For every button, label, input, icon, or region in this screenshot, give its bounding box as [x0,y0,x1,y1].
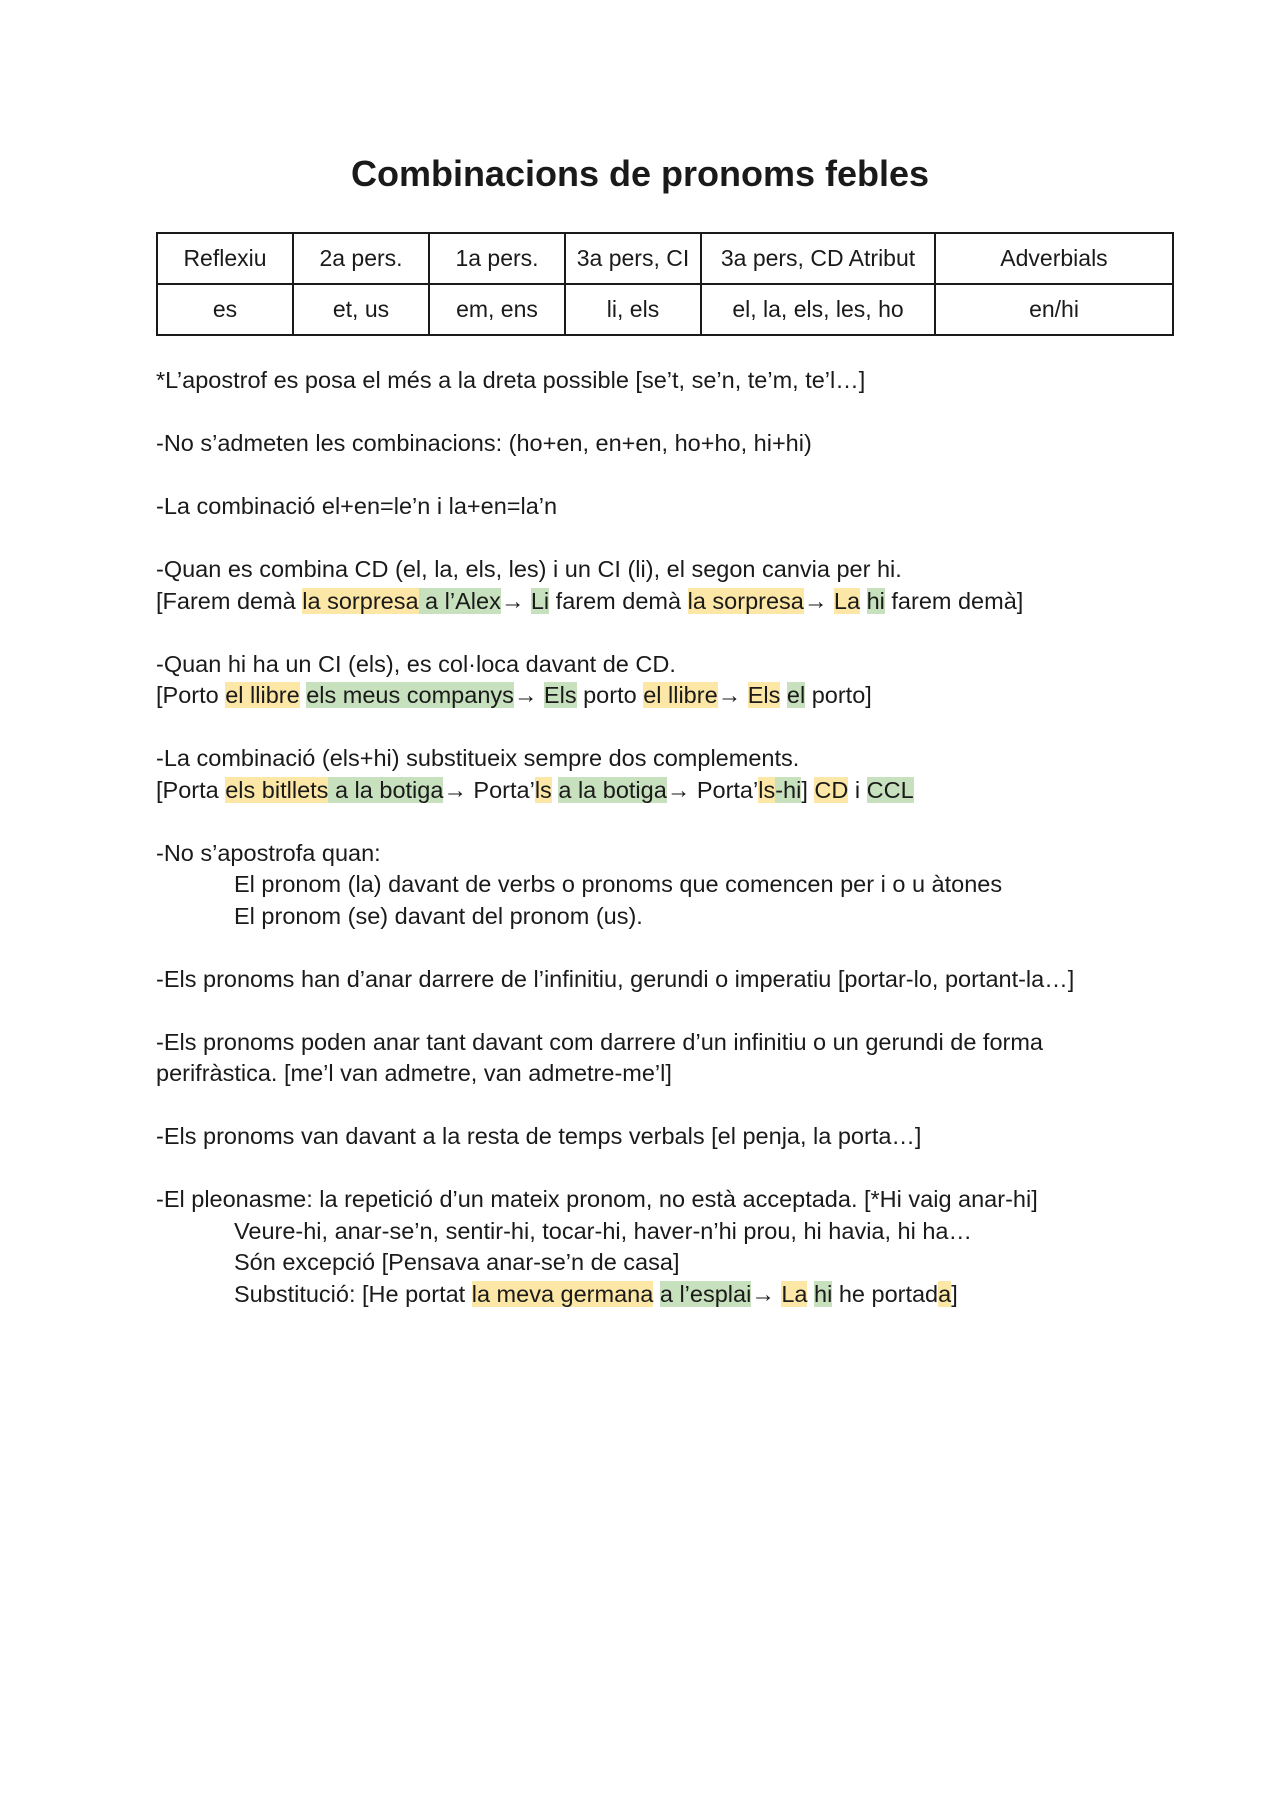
cd-highlight: La [781,1280,808,1307]
note-pleonasme-2: Són excepció [Pensava anar-se’n de casa] [234,1249,680,1275]
table-header-cell: Adverbials [935,233,1173,284]
note-pleonasme: -El pleonasme: la repetició d’un mateix pronom, no està acceptada. [*Hi vaig anar-hi] [156,1186,1038,1212]
ci-highlight: Li [530,587,550,614]
note-no-apostrofa-2: El pronom (se) davant del pronom (us). [234,902,643,929]
cd-highlight: la sorpresa [302,587,419,614]
table-header-cell: Reflexiu [157,233,293,284]
example-4: Substitució: [He portat la meva germana a l’esplai→ La hi he portada] [234,1280,958,1307]
cd-highlight: La [833,587,861,614]
note-perifrastica: -Els pronoms poden anar tant davant com darrere d’un infinitiu o un gerundi de forma perifràstica. [me’l van admetre, van admetre-me’l] [156,1028,1043,1086]
cd-highlight: ls [758,776,776,803]
note-cd-ci: -Quan es combina CD (el, la, els, les) i un CI (li), el segon canvia per hi. [156,556,902,582]
ci-highlight: el [786,682,806,708]
table-cell: es [157,284,293,335]
ci-highlight: a la botiga [558,776,667,803]
ci-highlight: a l’esplai [659,1280,752,1307]
ci-highlight: Els [543,682,577,708]
note-davant: -Els pronoms van davant a la resta de temps verbals [el penja, la porta…] [156,1123,922,1149]
table-header-row [157,233,1173,284]
note-no-apostrofa: -No s’apostrofa quan: [156,839,381,866]
cd-highlight: el llibre [643,682,718,708]
ci-highlight: hi [814,1280,833,1307]
example-1: [Farem demà la sorpresa a l’Alex→ Li farem demà la sorpresa→ La hi farem demà] [156,587,1024,614]
cd-highlight: a [938,1280,952,1307]
ci-highlight: CCL [866,776,914,803]
table-cell: et, us [293,284,429,335]
ci-highlight: -hi [775,776,802,803]
note-apostrof: *L’apostrof es posa el més a la dreta possible [se’t, se’n, te’m, te’l…] [156,367,866,393]
pronoun-table [156,232,1174,336]
ci-highlight: hi [866,587,885,614]
example-3: [Porta els bitllets a la botiga→ Porta’ls a la botiga→ Porta’ls-hi] CD i CCL [156,776,914,803]
ci-highlight: els meus companys [306,682,514,708]
table-row [157,284,1173,335]
table-header-cell: 2a pers. [293,233,429,284]
note-el-en: -La combinació el+en=le’n i la+en=la’n [156,493,558,519]
note-no-admeten: -No s’admeten les combinacions: (ho+en, en+en, ho+ho, hi+hi) [156,430,812,456]
note-pleonasme-1: Veure-hi, anar-se’n, sentir-hi, tocar-hi, haver-n’hi prou, hi havia, hi ha… [234,1217,973,1244]
table-header-cell: 3a pers, CI [565,233,701,284]
ci-highlight: a l’Alex [418,587,501,614]
page-title: Combinacions de pronoms febles [350,153,930,194]
cd-highlight: CD [814,776,849,803]
ci-highlight: a la botiga [328,776,444,803]
note-els-hi: -La combinació (els+hi) substitueix sempre dos complements. [156,745,800,771]
table-header-cell: 3a pers, CD Atribut [701,233,935,284]
table-cell: em, ens [429,284,565,335]
table-cell: en/hi [935,284,1173,335]
note-darrere: -Els pronoms han d’anar darrere de l’infinitiu, gerundi o imperatiu [portar-lo, portant-la…] [156,965,1075,992]
note-no-apostrofa-1: El pronom (la) davant de verbs o pronoms que comencen per i o u àtones [234,871,1003,897]
note-ci-els: -Quan hi ha un CI (els), es col·loca davant de CD. [156,650,676,677]
cd-highlight: el llibre [225,682,300,708]
table-cell: el, la, els, les, ho [701,284,935,335]
cd-highlight: la sorpresa [687,587,804,614]
notes-body [156,365,1156,1310]
cd-highlight: els bitllets [225,776,329,803]
cd-highlight: la meva germana [471,1280,654,1307]
table-header-cell: 1a pers. [429,233,565,284]
example-2: [Porto el llibre els meus companys→ Els porto el llibre→ Els el porto] [156,682,872,708]
cd-highlight: Els [747,682,781,708]
table-cell: li, els [565,284,701,335]
cd-highlight: ls [534,776,552,803]
